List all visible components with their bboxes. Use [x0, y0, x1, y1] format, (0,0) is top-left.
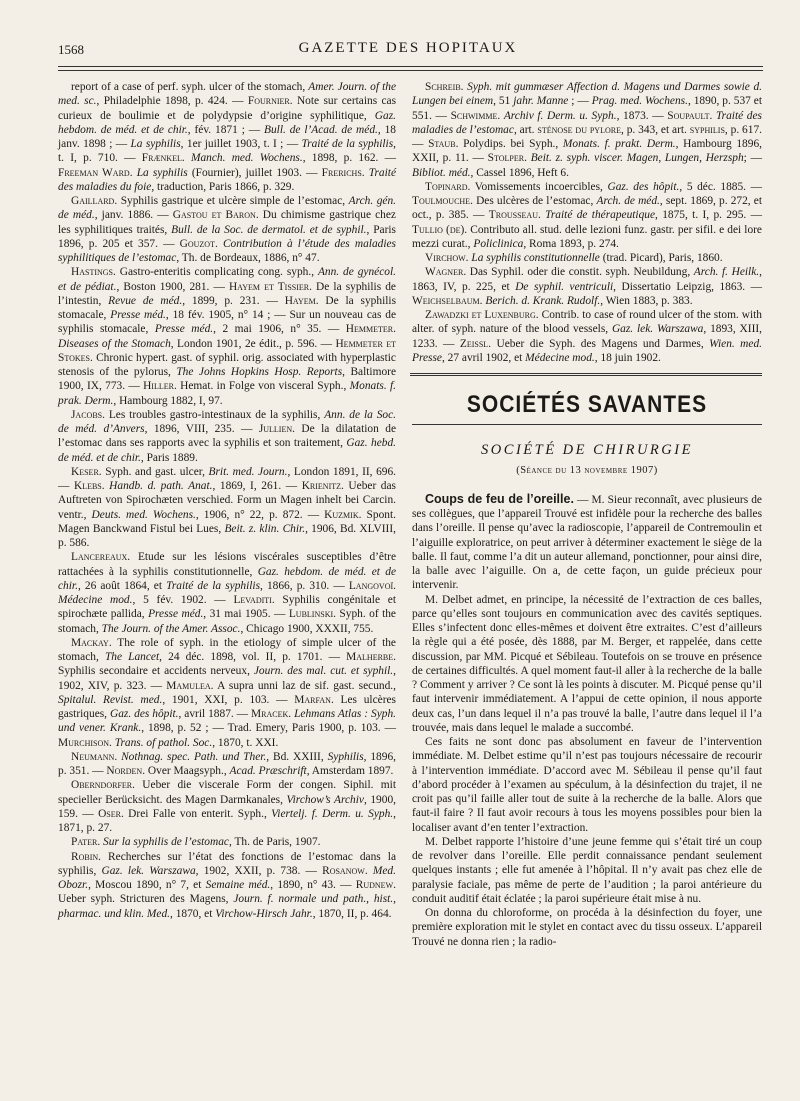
- author-name: Staub: [428, 138, 456, 150]
- text-run: . Hemat. in Folge von visceral Syph.,: [173, 380, 350, 393]
- text-run: , 51: [493, 95, 514, 108]
- text-run: , 1870, et: [170, 907, 216, 920]
- italic-title: Médecine mod.: [525, 351, 595, 364]
- bibliography-entry: [58, 778, 396, 835]
- italic-title: Deuts. med. Wochens.: [91, 508, 196, 521]
- author-name: Mracek: [251, 708, 289, 720]
- italic-title: Bull. de la Soc. de dermatol. et de syphil.: [171, 223, 367, 236]
- text-run: , Roma 1893, p. 274.: [523, 237, 619, 250]
- text-run: , 1890, p. 537 et 551. —: [412, 95, 762, 122]
- text-run: , 27 avril 1902, et: [441, 351, 526, 364]
- italic-title: Gaz. hebd. de méd. et de chir.: [58, 437, 396, 464]
- text-run: . Syphilis secondaire et accidents nerveux,: [58, 651, 397, 678]
- text-run: , 5 déc. 1885. —: [679, 180, 763, 193]
- text-run: , art.: [513, 123, 538, 136]
- author-name: sténose du pylore: [537, 123, 621, 136]
- bibliography-entry: [58, 636, 396, 750]
- author-name: Rosanow: [322, 864, 365, 877]
- italic-title: The Johns Hopkins Hosp. Reports: [176, 366, 343, 378]
- text-run: , 1902, XXII, p. 738. —: [195, 864, 323, 877]
- author-name: Gaillard: [71, 195, 115, 207]
- text-run: , 1870, t. XXI.: [212, 736, 279, 749]
- bibliography-entry: [412, 308, 762, 365]
- report-paragraph: [412, 593, 762, 736]
- italic-title: Bibliot. méd.: [412, 166, 471, 179]
- author-name: Schwimme: [450, 109, 498, 122]
- italic-title: Trans. of pathol. Soc.: [114, 736, 213, 749]
- text-run: , 5 fév. 1902. —: [132, 594, 234, 606]
- italic-title: Wien. med. Presse: [412, 337, 763, 364]
- text-run: . Syph. of the stomach,: [58, 608, 396, 635]
- bibliography-entry: [58, 750, 396, 779]
- author-name: syphilis: [689, 123, 725, 136]
- bibliography-entry: [58, 80, 396, 194]
- text-run: . A supra unni laz de sif. gast. secund.,: [210, 679, 397, 692]
- text-run: , London 1891, II, 696. —: [58, 465, 397, 492]
- text-run: , 1893, XIII, 1233. —: [412, 323, 762, 350]
- text-run: , Amsterdam 1897.: [306, 765, 394, 777]
- report-paragraph: [412, 835, 762, 906]
- text-run: , 1873. —: [616, 109, 668, 122]
- text-run: , 24 déc. 1898, vol. II, p. 1701. —: [159, 651, 347, 663]
- italic-title: Lehmans Atlas : Syph. und vener. Krank.: [58, 708, 397, 735]
- italic-title: Gaz. des hôpit.: [109, 708, 179, 720]
- bibliography-entry: [58, 550, 396, 636]
- italic-title: Revue de méd.: [108, 294, 183, 307]
- text-run: . Du chimisme gastrique chez les syphilitiques traités,: [58, 209, 396, 236]
- bibliography-entry: [58, 265, 396, 408]
- author-name: Delbet: [442, 593, 473, 606]
- italic-title: Beit. z. klin. Chir.: [224, 522, 306, 535]
- text-run: , 1899, p. 231. —: [182, 294, 285, 307]
- text-run: . Note sur certains cas curieux de boulimie et de polydypsie d’origine syphilitique,: [58, 95, 397, 122]
- text-run: M. Delbet rapporte l’histoire d’une jeune femme qui s’était tiré un coup de revolver dans l’oreille. Elle perdit connaissance pendant seulement quelques instants ; elle fut amenée à l’hôpital. Il n’y avait pas chez elle de paralysie faciale, pas même de perte de l’audition ; la paroi antérieure du conduit auditif était éclatée ; la paroi supérieure était mise à nu.: [412, 835, 762, 905]
- author-name: Kuzmik: [324, 508, 359, 521]
- italic-title: Archiv f. Derm. u. Syph.: [503, 109, 617, 122]
- text-run: , t. I, p. 710. —: [58, 138, 397, 165]
- text-run: , 1898, p. 52 ; — Trad. Emery, Paris 1900, p. 103. —: [141, 722, 396, 735]
- author-name: Klebs: [73, 480, 102, 492]
- text-run: .: [709, 109, 716, 122]
- text-run: , 1er juillet 1903, t. I ; —: [180, 138, 302, 150]
- italic-title: La syphilis: [136, 166, 188, 179]
- text-run: . Ueber die viscerale Form der congen. Siphil. mit specieller Berücksicht. des Magen Darmkanales,: [58, 779, 396, 806]
- text-run: On donna du chloroforme, on procéda à la désinfection du foyer, une première exploration mit le stylet en contact avec du tissu osseux. L’appareil Trouvé ne donna rien ; la radio-: [412, 907, 762, 948]
- text-run: .: [393, 323, 396, 336]
- header-rule: [58, 66, 763, 67]
- text-run: , Chicago 1900, XXXII, 755.: [240, 622, 374, 635]
- author-name: Lublinski: [288, 608, 334, 621]
- header-rule-lower: [58, 70, 763, 71]
- author-name: Wagner: [425, 266, 464, 279]
- author-name: Neumann: [71, 750, 115, 763]
- text-run: .: [524, 152, 531, 165]
- text-run: .: [109, 736, 115, 749]
- author-name: Virchow: [425, 252, 466, 264]
- italic-title: Traité des maladies du foie: [58, 166, 397, 193]
- author-name: Hemmeter: [345, 323, 394, 336]
- italic-title: Gaz. lek. Warszawa: [611, 323, 704, 336]
- text-run: , Th. de Paris, 1907.: [228, 836, 321, 849]
- text-run: . Over Maagsyph.,: [142, 765, 230, 777]
- text-run: , traduction, Paris 1866, p. 329.: [151, 180, 295, 193]
- author-name: Pater: [71, 836, 98, 849]
- text-run: . Gastro-enteritis complicating cong. syph.,: [113, 266, 318, 279]
- text-run: .: [497, 109, 504, 122]
- italic-title: Berich. d. Krank. Rudolf.: [485, 294, 601, 307]
- author-name: Zeissl: [459, 337, 489, 350]
- text-run: .: [97, 836, 104, 849]
- text-run: , 18 janv. 1898 ; —: [58, 123, 396, 150]
- session-date: (Séance du 13 novembre 1907): [516, 464, 658, 476]
- author-name: Schreib: [425, 81, 461, 93]
- text-run: . Recherches sur l’état des fonctions de l’estomac dans la syphilis,: [58, 850, 396, 877]
- text-run: , Boston 1900, 281. —: [116, 280, 229, 293]
- text-run: , 1871, p. 27.: [58, 807, 396, 834]
- author-name: Marfan: [294, 693, 331, 706]
- text-run: , p. 617. —: [412, 123, 762, 150]
- author-name: Toulmouche: [412, 195, 471, 207]
- author-name: Soupault: [667, 109, 710, 122]
- italic-title: Médecine mod.: [58, 594, 133, 606]
- author-name: Oberndorfer: [71, 779, 133, 792]
- author-name: Oser: [98, 807, 121, 820]
- author-name: Murchison: [58, 736, 110, 749]
- text-run: . Etude sur les lésions viscérales susceptibles d’être rattachées à la syphilis constitutionnelle,: [58, 551, 396, 578]
- author-name: Zawadzki et Luxenburg: [425, 309, 536, 321]
- text-run: , fév. 1871 ; —: [187, 123, 264, 136]
- text-run: , 1896, p. 351. —: [58, 750, 396, 777]
- text-run: , Moscou 1890, n° 7, et: [88, 879, 206, 891]
- text-run: , 1896, VIII, 235. —: [144, 423, 259, 435]
- italic-title: Brit. med. Journ.: [208, 465, 288, 478]
- italic-title: Syphilis: [327, 750, 364, 763]
- italic-title: Arch. de méd.: [596, 195, 660, 207]
- bibliography-entry: [412, 265, 762, 308]
- italic-title: Handb. d. path. Anat.: [109, 480, 213, 492]
- author-name: Rudnew: [355, 879, 394, 891]
- italic-title: Virchow’s Archiv: [286, 793, 364, 806]
- italic-title: Manch. med. Wochens.: [190, 152, 303, 165]
- text-run: . Ueber syph. Stricturen des Magens,: [58, 879, 396, 906]
- section-title-rule: [412, 424, 762, 425]
- italic-title: Ann. de la Soc. de méd. d’Anvers: [58, 408, 396, 435]
- author-name: Lancereaux: [71, 551, 128, 564]
- text-run: . The role of syph. in the etiology of simple ulcer of the stomach,: [58, 636, 396, 663]
- italic-title: Gaz. lek. Warszawa: [101, 864, 196, 877]
- text-run: .: [114, 750, 122, 763]
- text-run: .: [288, 708, 295, 720]
- text-run: .: [181, 152, 191, 165]
- page-header: [58, 40, 758, 62]
- author-name: Trousseau: [488, 209, 538, 222]
- text-run: , 1902, XIV, p. 323. —: [58, 665, 396, 692]
- text-run: . Des ulcères de l’estomac,: [470, 195, 597, 207]
- italic-title: Diseases of the Stomach: [58, 337, 171, 350]
- text-run: . Syphilis congénitale et spirochæte pallida,: [58, 594, 396, 621]
- text-run: . Spont. Magen Banckwand Fistul bei Lues,: [58, 508, 396, 535]
- author-name: Krienitz: [301, 480, 342, 492]
- text-run: , 1906, Bd. XLVIII, p. 586.: [58, 522, 396, 549]
- text-run: . De la syphilis stomacale,: [58, 294, 396, 321]
- bibliography-entry: [58, 835, 396, 849]
- bibliography-column-right: [412, 80, 762, 949]
- italic-title: Sur la syphilis de l’estomac: [103, 836, 229, 849]
- italic-title: Acad. Præschrift: [229, 765, 307, 777]
- text-run: , 1900, 159. —: [58, 793, 396, 820]
- author-name: Jullien: [258, 423, 293, 435]
- italic-title: The Journ. of the Amer. Assoc.: [101, 622, 241, 635]
- italic-title: Monats. f. prak. Derm.: [58, 380, 396, 407]
- text-run: , 1898, p. 162. —: [302, 152, 397, 165]
- text-run: .: [361, 166, 369, 179]
- text-run: , Philadelphie 1898, p. 424. —: [96, 95, 248, 108]
- author-name: Hastings: [71, 266, 114, 279]
- author-name: Hiller: [143, 380, 174, 393]
- text-run: .: [214, 237, 223, 250]
- author-name: Tullio (de): [412, 223, 465, 236]
- italic-title: Prag. med. Wochens.: [591, 95, 688, 108]
- report-paragraph: [412, 492, 762, 593]
- text-run: , sept. 1869, p. 272, et oct., p. 385. —: [412, 195, 763, 222]
- text-run: . Syph. and gast. ulcer,: [98, 465, 209, 478]
- author-name: Frerichs: [321, 166, 362, 179]
- text-run: admet, en principe, la nécessité de l’extraction de ces balles, parce qu’elles sont toujours en communication avec des cavités septiques. Elles s’infectent donc elles-mêmes et doivent être extraites. C’est d’ailleurs la règle qui a été posée, dès 1888, par M. Berger, et rappelée, dans cette discussion, par MM. Picqué et Sébileau. Toutefois on se trouve en présence de certaines difficultés. A quel moment faut-il aller à la recherche de la balle ? Comment y arriver ? Ce sont là les points à discuter. M. Picqué pense qu’il faut intervenir immédiatement. A l’appui de cette opinion, il nous apporte deux cas, l’un dans lequel il n’a pas trouvé la balle, l’autre dans lequel il l’a trouvée, mais dans lequel le malade a succombé.: [412, 593, 762, 734]
- italic-title: The Lancet: [104, 651, 160, 663]
- text-run: , Cassel 1896, Heft 6.: [470, 166, 569, 179]
- text-run: ; —: [568, 95, 592, 108]
- text-run: . Ueber die Syph. des Magens und Darmes,: [488, 337, 710, 350]
- text-run: .: [537, 209, 546, 222]
- report-paragraph: [412, 906, 762, 949]
- text-run: , 1890, n° 43. —: [270, 879, 356, 891]
- author-name: Levaditi: [233, 594, 272, 606]
- text-run: . Polydips. bei Syph.,: [455, 138, 563, 150]
- text-run: reconnaît, avec plusieurs de ses collègues, que l’appareil Trouvé est infidèle pour la recherche des balles dans l’oreille. Il pense qu’avec la radioscopie, l’appareil de Contremoulin et l’aiguille exploratrice, on peut arriver à déterminer exactement le siège de la balle. Il faut, comme l’a dit un auteur allemand, ponctionner, pour ainsi dire, la balle avec l’aiguille. On a, de cette façon, un guide précieux pour intervenir.: [412, 493, 762, 592]
- text-run: , 31 mai 1905. —: [203, 608, 289, 621]
- bibliography-column-left: [58, 80, 396, 921]
- author-name: Mamulea: [166, 679, 211, 692]
- bibliography-entry: [412, 251, 762, 265]
- text-run: , Paris 1896, p. 205 et 357. —: [58, 223, 396, 250]
- author-name: Stolper: [487, 152, 525, 165]
- italic-title: Presse méd.: [110, 309, 166, 321]
- italic-title: Contribution à l’étude des maladies syphilitiques de l’estomac: [58, 237, 396, 264]
- italic-title: Ann. de gynécol. et de pédiat.: [58, 266, 396, 293]
- author-name: Mackay: [71, 636, 109, 649]
- italic-title: Viertelj. f. Derm. u. Syph.: [271, 807, 394, 820]
- italic-title: Arch. gén. de méd.: [58, 195, 396, 222]
- italic-title: Spitalul. Revist. med.: [58, 693, 163, 706]
- author-name: Jacobs: [71, 408, 103, 421]
- text-run: , 18 fév. 1905, n° 14 ; — Sur un nouveau cas de syphilis stomacale,: [58, 309, 396, 336]
- text-run: .: [465, 252, 472, 264]
- author-name: Malherbe: [346, 651, 394, 663]
- text-run: , London 1901, 2e édit., p. 596. —: [170, 337, 336, 350]
- italic-title: Presse méd.: [154, 323, 214, 336]
- italic-title: Gaz. hebdom. de méd. et de chir.: [58, 109, 396, 136]
- text-run: . Vomissements incoercibles,: [467, 180, 608, 193]
- bibliography-entry: [58, 408, 396, 465]
- text-run: . De la syphilis de l’intestin,: [58, 280, 396, 307]
- text-run: , 1901, XXI, p. 103. —: [162, 693, 295, 706]
- text-run: . Das Syphil. oder die constit. syph. Neubildung,: [463, 266, 694, 279]
- author-name: Robin: [71, 850, 99, 863]
- bibliography-entry: [58, 194, 396, 265]
- text-run: , Dissertatio Leipzig, 1863. —: [613, 280, 762, 293]
- bibliography-entry: [412, 180, 762, 251]
- text-run: ; —: [743, 152, 762, 165]
- text-run: , 1866, p. 310. —: [260, 579, 349, 592]
- text-run: . Les troubles gastro-intestinaux de la syphilis,: [102, 408, 325, 421]
- society-name: SOCIÉTÉ DE CHIRURGIE: [481, 442, 693, 459]
- italic-title: Traité des maladies de l’estomac: [412, 109, 762, 136]
- text-run: , Baltimore 1900, IX, 773. —: [58, 366, 396, 393]
- text-run: Ces faits ne sont donc pas absolument en faveur de l’intervention immédiate. M. Delbet estime qu’il n’est pas toujours nécessaire de recourir à l’intervention immédiate. D’accord avec M. Sébileau il pense qu’il faut d’abord procéder à l’examen au spéculum, à la désinfection du trajet, il ne croit pas qu’il faille aller tout de suite à la recherche de la balle. Alors que faut-il faire ? Il faut avoir recours à tous les moyens possibles pour bien la localiser avant d’en tenter l’extraction.: [412, 736, 762, 834]
- italic-title: Journ. f. normale und path., hist., pharmac. und klin. Med.: [58, 893, 396, 920]
- text-run: , Wien 1883, p. 383.: [600, 294, 693, 307]
- italic-title: Amer. Journ. of the med. sc.: [58, 81, 397, 108]
- text-run: (Fournier), juillet 1903. —: [187, 166, 322, 179]
- italic-title: Policlinica: [473, 237, 524, 250]
- italic-title: Med. Obozr.: [58, 864, 396, 891]
- text-run: — M.: [573, 493, 608, 506]
- italic-title: Traité de thérapeutique: [545, 209, 656, 222]
- italic-title: Presse méd.: [148, 608, 204, 621]
- text-run: , Th. de Bordeaux, 1886, n° 47.: [176, 252, 320, 264]
- italic-title: Arch. f. Heilk.: [693, 266, 760, 279]
- author-name: Frænkel: [141, 152, 182, 165]
- italic-title: La syphilis constitutionnelle: [471, 252, 600, 264]
- text-run: , 1875, t. I, p. 295. —: [655, 209, 762, 222]
- italic-title: jahr. Manne: [513, 95, 569, 108]
- italic-title: Semaine méd.: [205, 879, 271, 891]
- italic-title: Nothnag. spec. Path. und Ther.: [121, 750, 267, 763]
- text-run: .: [101, 480, 110, 492]
- text-run: , janv. 1886. —: [94, 209, 173, 222]
- running-title: GAZETTE DES HOPITAUX: [298, 40, 518, 56]
- text-run: .: [460, 81, 468, 93]
- author-name: Weichselbaum: [412, 294, 480, 307]
- text-run: .: [364, 864, 373, 877]
- italic-title: Traité de la syphilis: [301, 138, 394, 150]
- author-name: Sieur: [607, 493, 632, 506]
- italic-title: Monats. f. prakt. Derm.: [562, 138, 676, 150]
- text-run: , 1906, n° 22, p. 872. —: [195, 508, 325, 521]
- text-run: . Contrib. to case of round ulcer of the stom. with alter. of syph. nature of the blood vessels,: [412, 309, 763, 336]
- italic-title: Journ. des mal. cut. et syphil.: [253, 665, 394, 678]
- text-run: . Chronic hypert. gast. of syphil. orig. associated with hyperplastic stenosis of the pylorus,: [58, 351, 396, 378]
- text-run: , Hambourg 1896, XXII, p. 11. —: [412, 138, 762, 165]
- author-name: Keser: [71, 465, 99, 478]
- italic-title: Gaz. hebdom. de méd. et de chir.: [58, 565, 396, 592]
- author-name: Freeman Ward: [58, 166, 130, 179]
- text-run: . Ueber das Auftreten von Spirochæten verschied. Form un Magen inhelt bei Carcin. ventr.,: [58, 480, 396, 521]
- author-name: Gastou et Baron: [172, 209, 256, 222]
- italic-title: Bull. de l’Acad. de méd.: [264, 123, 378, 136]
- bibliography-entry: [58, 850, 396, 921]
- text-run: , 2 mai 1906, n° 35. —: [213, 323, 346, 336]
- section-divider: [410, 373, 762, 376]
- section-title: SOCIÉTÉS SAVANTES: [466, 391, 708, 418]
- text-run: , avril 1887. —: [178, 708, 252, 720]
- text-run: . Syphilis gastrique et ulcère simple de l’estomac,: [114, 195, 349, 207]
- text-run: , p. 343, et art.: [620, 123, 690, 136]
- author-name: Hayem et Tissier: [228, 280, 310, 293]
- bibliography-entry: [58, 465, 396, 551]
- author-name: Hayem: [284, 294, 316, 307]
- text-run: , 18 juin 1902.: [594, 351, 661, 364]
- author-name: Gouzot: [179, 237, 215, 250]
- text-run: , 26 août 1864, et: [77, 579, 167, 592]
- italic-title: De syphil. ventriculi: [515, 280, 614, 293]
- report-paragraph: [412, 735, 762, 835]
- text-run: . De la dilatation de l’estomac dans ses rapports avec la syphilis et son traitement,: [58, 423, 396, 450]
- text-run: , 1869, I, 261. —: [212, 480, 302, 492]
- author-name: Norden: [106, 765, 143, 777]
- author-name: Fournier: [247, 95, 290, 108]
- session-report: [412, 492, 762, 949]
- italic-title: Syph. mit gummæser Affection d. Magens und Darmes sowie d. Lungen bei einem: [412, 81, 762, 108]
- bibliography-entry: [412, 80, 762, 180]
- text-run: . Les ulcères gastriques,: [58, 693, 396, 720]
- text-run: . Contributo all. stud. delle lezioni funz. gastr. per sifil. e dei lore mezzi curat.,: [412, 223, 762, 250]
- lead-heading: Coups de feu de l’oreille.: [425, 491, 574, 506]
- author-name: Langovoï: [348, 579, 394, 592]
- italic-title: Virchow-Hirsch Jahr.: [215, 907, 313, 920]
- text-run: , Paris 1889.: [140, 451, 198, 464]
- author-name: Hemmeter et Stokes: [58, 337, 396, 364]
- italic-title: La syphilis: [130, 138, 181, 150]
- italic-title: Beit. z. syph. viscer. Magen, Lungen, Herzsph: [530, 152, 744, 165]
- italic-title: Gaz. des hôpit.: [607, 180, 680, 193]
- text-run: , Hambourg 1882, I, 97.: [113, 394, 223, 407]
- text-run: .: [393, 579, 396, 592]
- text-run: .: [129, 166, 137, 179]
- italic-title: Traité de la syphilis: [166, 579, 261, 592]
- text-run: , 1870, II, p. 464.: [312, 907, 392, 920]
- bibliography-continuation: [412, 80, 762, 365]
- text-run: .: [479, 294, 486, 307]
- text-run: M.: [425, 593, 443, 606]
- author-name: Topinard: [425, 180, 468, 193]
- text-run: . Drei Falle von enterit. Syph.,: [120, 807, 272, 820]
- text-run: (trad. Picard), Paris, 1860.: [599, 252, 723, 264]
- text-run: , 1863, IV, p. 225, et: [412, 266, 762, 293]
- text-run: report of a case of perf. syph. ulcer of the stomach,: [71, 81, 309, 93]
- page-number: 1568: [58, 42, 84, 57]
- text-run: , Bd. XXIII,: [266, 750, 328, 763]
